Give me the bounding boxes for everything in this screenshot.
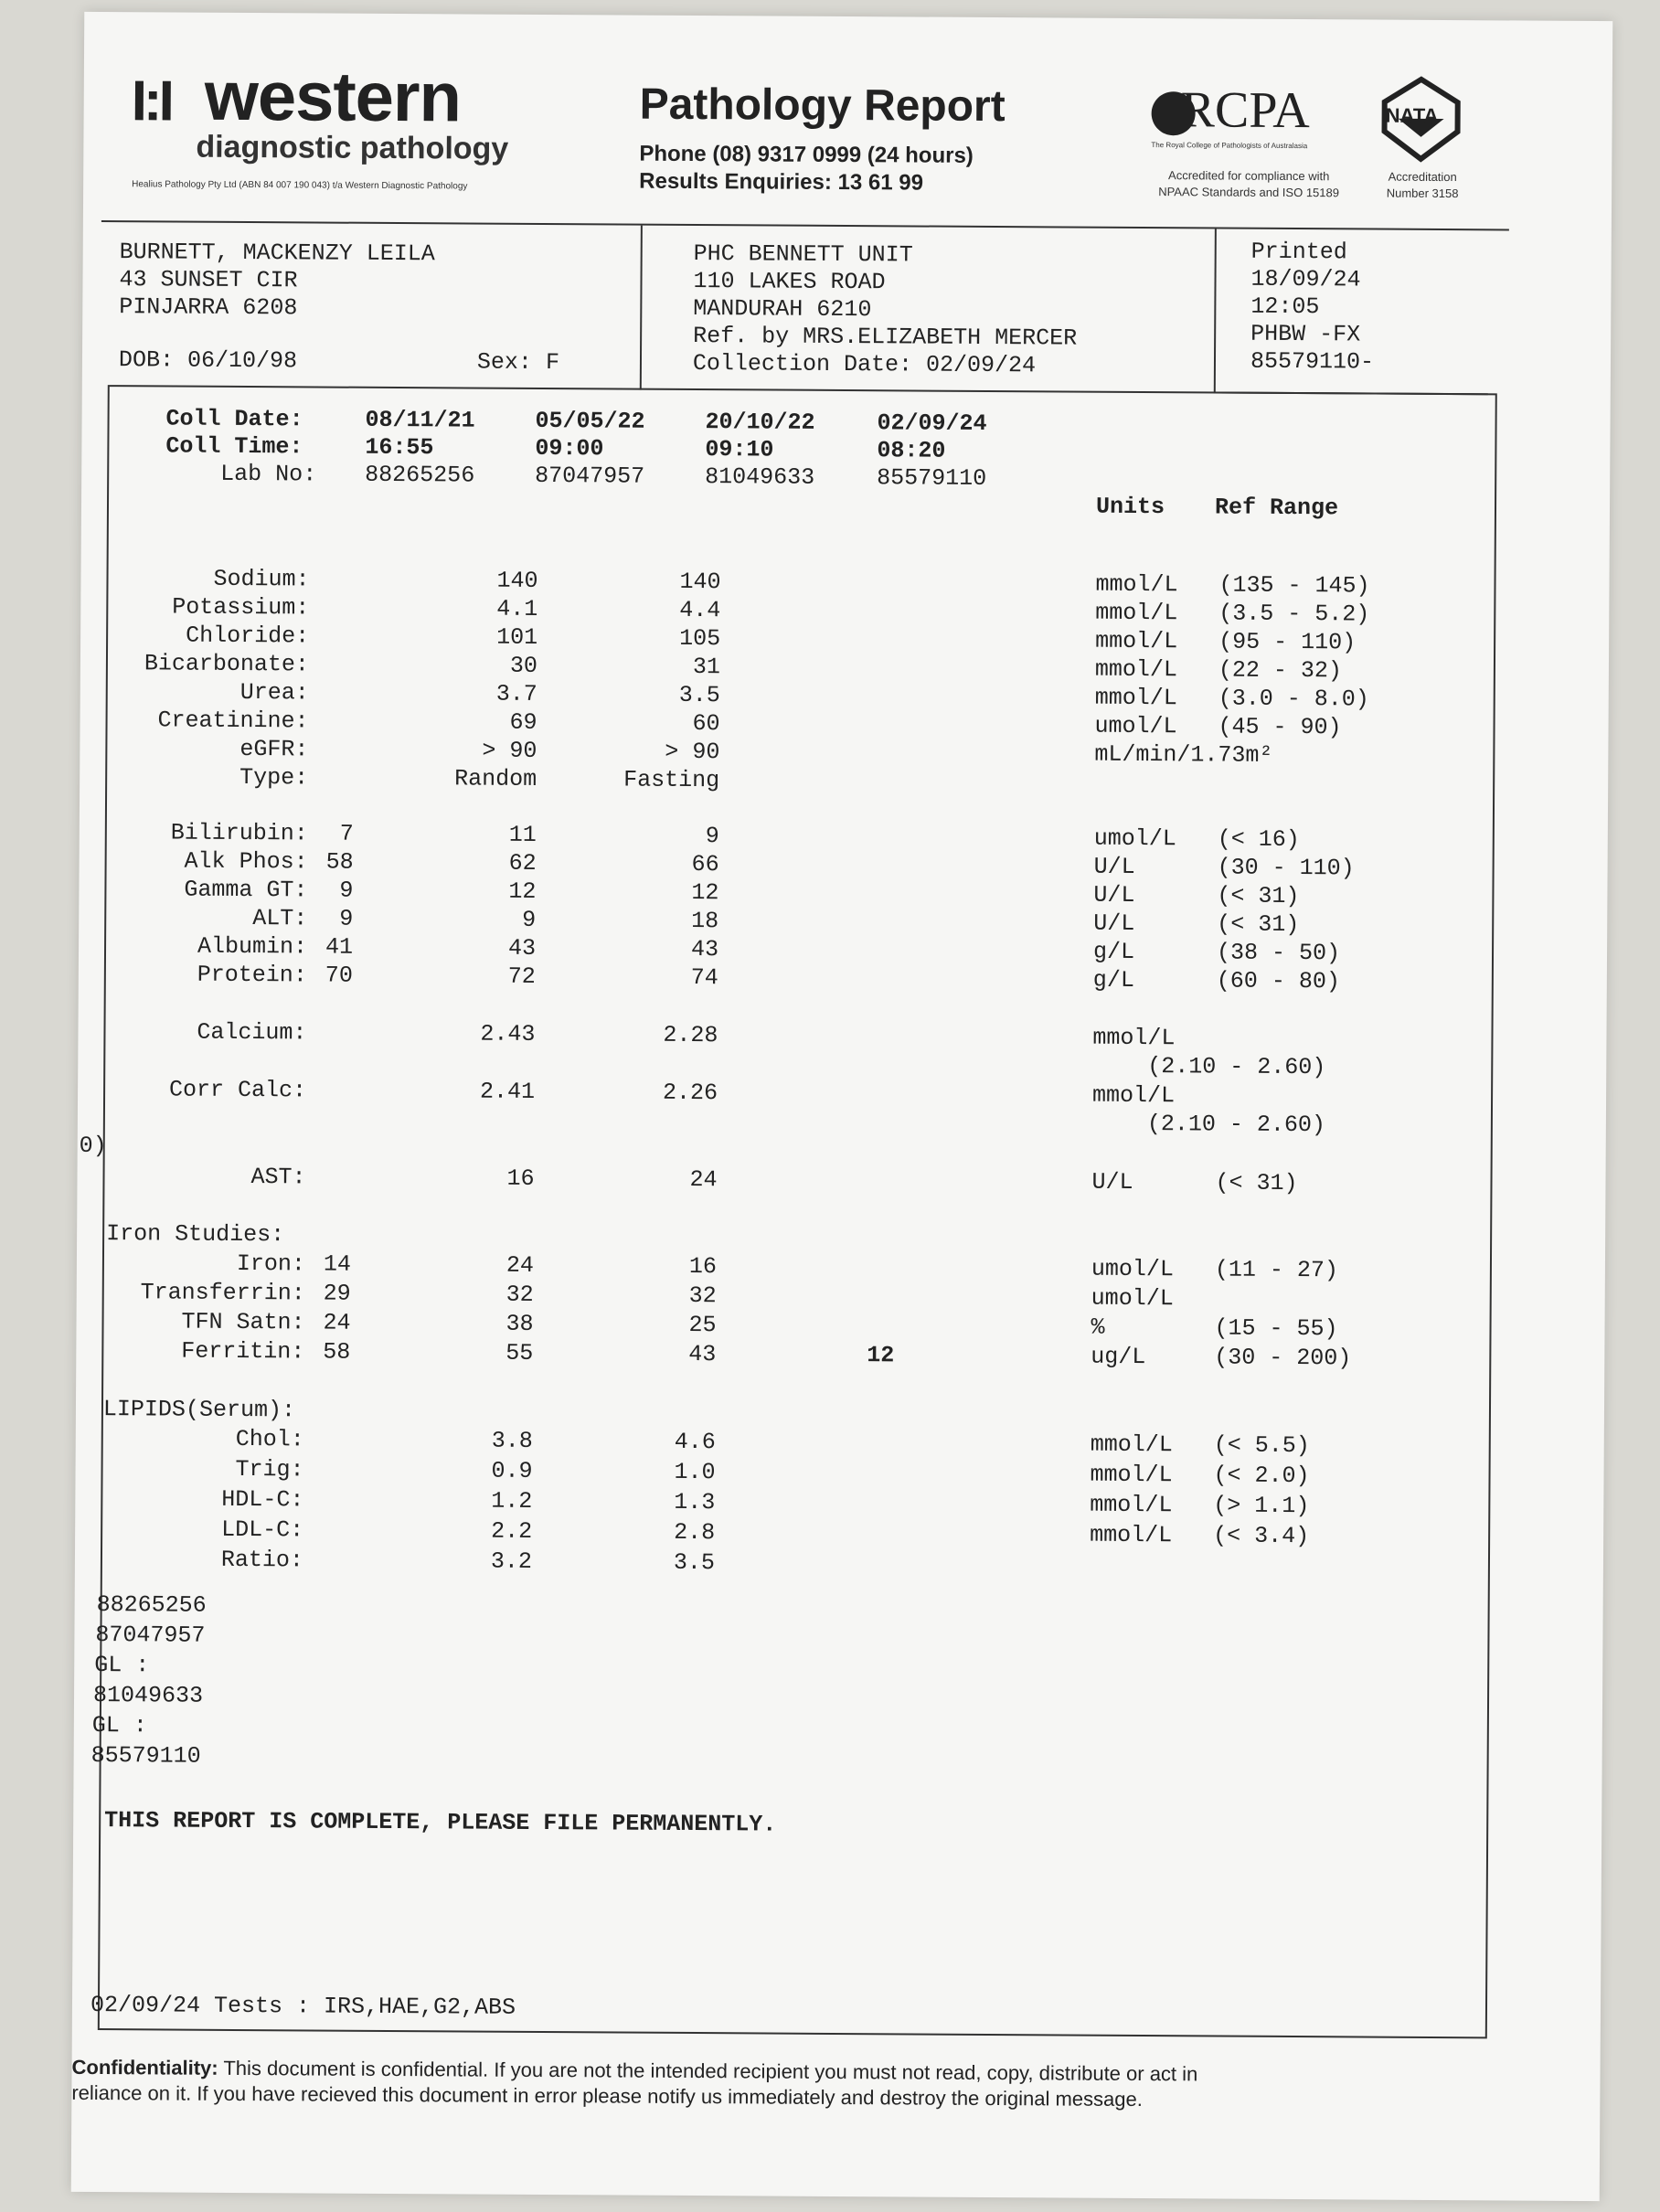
report-complete-notice: THIS REPORT IS COMPLETE, PLEASE FILE PERMANENTLY.: [104, 1807, 777, 1838]
row-value: 0.9: [491, 1457, 533, 1484]
row-unit: mmol/L: [1091, 1081, 1176, 1110]
rcpa-accreditation-2: NPAAC Standards and ISO 15189: [1158, 185, 1340, 200]
row-label: Calcium:: [197, 1018, 307, 1047]
row-label: Chloride:: [186, 622, 310, 650]
coll-date-1: 08/11/21: [365, 406, 475, 434]
row-value: 25: [688, 1311, 717, 1339]
row-value: 12: [691, 878, 719, 907]
row-ref-range: (22 - 32): [1218, 656, 1343, 685]
printed-date: 18/09/24: [1250, 265, 1361, 293]
row-ref-range: (> 1.1): [1213, 1492, 1310, 1520]
corr-calc-ref: (2.10 - 2.60): [1146, 1111, 1326, 1139]
results-enquiries: Results Enquiries: 13 61 99: [639, 168, 924, 196]
row-value: Fasting: [623, 766, 720, 794]
header-top-rule: [101, 220, 1509, 230]
row-label: Potassium:: [172, 593, 310, 622]
row-value: 32: [688, 1281, 717, 1310]
row-value: Random: [454, 765, 537, 792]
row-ref-range: (38 - 50): [1216, 939, 1341, 967]
row-unit: umol/L: [1093, 824, 1176, 853]
row-ref-range: (< 2.0): [1213, 1462, 1310, 1490]
row-value: 11: [508, 821, 537, 848]
tests-line: 02/09/24 Tests : IRS,HAE,G2,ABS: [90, 1991, 516, 2021]
row-value: 72: [507, 962, 536, 990]
ref-range-header: Ref Range: [1214, 494, 1339, 522]
phone-number: Phone (08) 9317 0999 (24 hours): [639, 141, 974, 168]
row-unit: %: [1091, 1313, 1105, 1341]
row-value: 58: [323, 1338, 351, 1366]
row-value: > 90: [665, 738, 720, 766]
report-paper: [71, 12, 1613, 2201]
row-unit: U/L: [1093, 881, 1135, 909]
row-unit: mmol/L: [1090, 1430, 1173, 1459]
row-value: 1.3: [674, 1488, 716, 1516]
row-label: Corr Calc:: [168, 1076, 307, 1104]
row-label: Protein:: [197, 961, 307, 989]
row-value: 69: [509, 708, 537, 736]
row-value: 2.41: [479, 1078, 536, 1105]
printed-labno: 85579110-: [1250, 347, 1375, 376]
row-unit: umol/L: [1091, 1284, 1174, 1313]
row-ref-range: (< 31): [1215, 1169, 1298, 1197]
row-ref-range: (< 5.5): [1213, 1431, 1310, 1460]
row-label: HDL-C:: [221, 1485, 304, 1514]
row-ref-range: (3.0 - 8.0): [1218, 685, 1369, 713]
logo-bars-icon: I:I: [131, 69, 172, 133]
coll-time-1: 16:55: [365, 433, 434, 462]
row-ref-range: (135 - 145): [1218, 571, 1370, 600]
row-value: 2.8: [674, 1518, 716, 1547]
row-value: 2.26: [662, 1079, 718, 1107]
row-unit: U/L: [1093, 909, 1135, 937]
row-value: 58: [325, 848, 354, 876]
footer-lab-item: 81049633: [92, 1682, 204, 1709]
row-value: 3.7: [495, 680, 537, 707]
row-value: 43: [690, 935, 719, 963]
row-unit: U/L: [1093, 853, 1135, 880]
coll-time-4: 08:20: [877, 437, 946, 464]
row-label: eGFR:: [239, 735, 309, 763]
coll-date-2: 05/05/22: [535, 407, 645, 435]
footer-lab-item: 85579110: [90, 1741, 201, 1770]
confidentiality-text-1: This document is confidential. If you are not the intended recipient you must not read, copy, distribute or act in: [218, 2056, 1198, 2086]
row-value: 16: [506, 1164, 535, 1192]
row-value: 4.6: [674, 1428, 716, 1456]
logo-text: western: [204, 57, 462, 137]
row-ref-range: (< 16): [1217, 825, 1300, 854]
row-label: Bilirubin:: [170, 819, 308, 847]
footer-lab-item: 87047957: [95, 1622, 206, 1649]
row-label: Alk Phos:: [184, 847, 308, 876]
row-value: 62: [508, 849, 537, 877]
row-ref-range: (15 - 55): [1214, 1314, 1338, 1343]
row-value: 4.4: [679, 596, 721, 624]
row-unit: mmol/L: [1095, 599, 1178, 627]
row-ref-range: (< 31): [1217, 910, 1300, 939]
header-divider-2: [1214, 229, 1217, 393]
coll-date-label: Coll Date:: [165, 405, 303, 433]
row-label: Gamma GT:: [184, 876, 308, 904]
row-unit: mmol/L: [1092, 1024, 1176, 1052]
row-label: Ferritin:: [181, 1337, 305, 1366]
row-value: 140: [679, 568, 721, 596]
company-line: Healius Pathology Pty Ltd (ABN 84 007 190 043) t/a Western Diagnostic Pathology: [132, 179, 468, 192]
row-value: 2.43: [480, 1020, 536, 1048]
row-value: 12: [867, 1342, 895, 1369]
row-unit: mmol/L: [1095, 570, 1178, 599]
patient-sex: Sex: F: [476, 348, 560, 377]
row-ref-range: (< 31): [1217, 882, 1300, 910]
row-value: 101: [496, 623, 538, 651]
row-label: TFN Satn:: [181, 1308, 305, 1336]
nata-accreditation-2: Number 3158: [1386, 186, 1459, 201]
row-value: 24: [689, 1165, 718, 1194]
row-unit: mmol/L: [1095, 627, 1178, 655]
row-unit: mmol/L: [1090, 1521, 1173, 1549]
printed-time: 12:05: [1250, 292, 1320, 321]
row-unit: ug/L: [1091, 1343, 1146, 1371]
row-unit: g/L: [1092, 938, 1135, 965]
row-label: Urea:: [239, 678, 309, 707]
logo-subtitle: diagnostic pathology: [196, 129, 509, 166]
coll-time-3: 09:10: [705, 436, 774, 463]
lab-no-3: 81049633: [705, 463, 815, 491]
coll-time-2: 09:00: [535, 434, 604, 463]
row-label: LDL-C:: [221, 1515, 304, 1544]
row-ref-range: (30 - 200): [1214, 1344, 1352, 1372]
row-value: 74: [690, 963, 718, 992]
row-value: 24: [505, 1251, 535, 1279]
footer-lab-item: GL :: [91, 1712, 147, 1739]
row-label: Albumin:: [197, 932, 308, 961]
units-header: Units: [1095, 493, 1165, 521]
coll-time-label: Coll Time:: [165, 432, 303, 461]
row-label: Creatinine:: [157, 707, 309, 735]
row-value: 55: [505, 1339, 534, 1367]
row-label: Chol:: [235, 1425, 304, 1453]
row-value: 43: [507, 934, 537, 962]
referrer-line-2: 110 LAKES ROAD: [693, 267, 886, 296]
row-ref-range: (11 - 27): [1214, 1256, 1339, 1284]
row-unit: mmol/L: [1094, 684, 1177, 712]
row-ref-range: (3.5 - 5.2): [1218, 600, 1370, 628]
row-value: 4.1: [496, 595, 538, 622]
row-value: 3.8: [491, 1427, 533, 1454]
nata-logo-text: NATA: [1385, 103, 1439, 127]
row-value: 1.0: [674, 1458, 716, 1486]
printed-code: PHBW -FX: [1250, 320, 1361, 348]
coll-date-4: 02/09/24: [877, 409, 987, 437]
row-unit: umol/L: [1091, 1255, 1175, 1283]
nata-accreditation-1: Accreditation: [1388, 169, 1457, 185]
lab-no-1: 88265256: [365, 461, 475, 489]
header-divider-1: [640, 226, 643, 390]
row-value: 30: [509, 652, 538, 679]
referrer-line-1: PHC BENNETT UNIT: [693, 239, 913, 269]
row-value: 60: [692, 709, 720, 738]
row-value: 14: [323, 1250, 352, 1278]
row-value: 12: [508, 877, 537, 905]
footer-lab-item: 88265256: [96, 1591, 207, 1619]
row-ref-range: (< 3.4): [1213, 1522, 1310, 1550]
row-value: 43: [688, 1340, 717, 1368]
row-value: 16: [688, 1252, 718, 1281]
row-value: 9: [705, 823, 719, 850]
row-value: 32: [505, 1281, 534, 1308]
confidentiality-line-2: reliance on it. If you have recieved this document in error please notify us immediately and destroy the original message.: [71, 2080, 1143, 2111]
row-value: 9: [522, 906, 537, 933]
row-value: 9: [339, 877, 354, 904]
row-label: AST:: [250, 1164, 306, 1191]
row-value: 29: [323, 1280, 351, 1307]
patient-name: BURNETT, MACKENZY LEILA: [119, 239, 435, 268]
row-value: 3.5: [673, 1548, 716, 1577]
row-value: 2.2: [491, 1517, 533, 1545]
row-value: 41: [325, 933, 354, 961]
patient-address-2: PINJARRA 6208: [119, 293, 298, 322]
row-unit: mmol/L: [1090, 1491, 1173, 1519]
row-value: 3.2: [490, 1547, 533, 1575]
row-value: 3.5: [678, 681, 720, 709]
row-label: Bicarbonate:: [144, 650, 310, 678]
row-value: 18: [691, 907, 719, 935]
iron-studies-heading: Iron Studies:: [106, 1220, 285, 1249]
row-unit: mmol/L: [1094, 655, 1178, 684]
row-ref-range: (30 - 110): [1217, 854, 1355, 882]
row-unit: mL/min/1.73m²: [1094, 740, 1273, 769]
referrer-line-5: Collection Date: 02/09/24: [692, 349, 1037, 379]
coll-date-3: 20/10/22: [705, 409, 815, 436]
row-value: 38: [505, 1310, 534, 1337]
row-ref-range: (95 - 110): [1218, 628, 1357, 656]
row-label: Ratio:: [220, 1546, 304, 1574]
row-value: 2.28: [663, 1021, 718, 1049]
footer-lab-item: GL :: [94, 1652, 150, 1679]
row-ref-range: (45 - 90): [1218, 713, 1342, 741]
printed-label: Printed: [1250, 238, 1347, 266]
lab-no-2: 87047957: [535, 462, 645, 490]
row-value: 105: [679, 624, 721, 653]
row-value: > 90: [482, 737, 537, 764]
row-unit: g/L: [1092, 966, 1134, 994]
rcpa-accreditation-1: Accredited for compliance with: [1168, 168, 1330, 184]
row-value: 70: [325, 962, 353, 989]
row-label: Iron:: [236, 1250, 306, 1278]
stray-text: 0): [79, 1132, 107, 1160]
rcpa-logo-text: RCPA: [1180, 81, 1311, 140]
row-label: Trig:: [235, 1455, 304, 1484]
patient-dob: DOB: 06/10/98: [118, 346, 298, 375]
row-label: Transferrin:: [140, 1279, 305, 1307]
calcium-ref: (2.10 - 2.60): [1147, 1053, 1326, 1081]
row-value: 66: [691, 850, 719, 878]
row-value: 31: [692, 653, 721, 681]
confidentiality-label: Confidentiality:: [71, 2055, 218, 2079]
row-unit: U/L: [1091, 1168, 1133, 1196]
rcpa-subtitle: The Royal College of Pathologists of Australasia: [1151, 141, 1308, 151]
row-unit: mmol/L: [1090, 1461, 1173, 1489]
row-ref-range: (60 - 80): [1216, 967, 1340, 995]
patient-address-1: 43 SUNSET CIR: [119, 266, 298, 294]
lab-no-label: Lab No:: [220, 460, 317, 488]
page-title: Pathology Report: [639, 80, 1006, 132]
referrer-line-4: Ref. by MRS.ELIZABETH MERCER: [693, 322, 1078, 352]
row-value: 7: [339, 820, 354, 847]
row-value: 1.2: [491, 1487, 533, 1515]
row-label: Sodium:: [213, 565, 310, 593]
row-label: ALT:: [252, 905, 308, 932]
row-unit: umol/L: [1094, 712, 1177, 740]
row-value: 9: [339, 905, 354, 932]
lipids-heading: LIPIDS(Serum):: [102, 1396, 296, 1424]
row-value: 140: [496, 567, 538, 594]
row-value: 24: [323, 1309, 351, 1336]
row-label: Type:: [239, 763, 309, 792]
lab-no-4: 85579110: [877, 464, 987, 492]
referrer-line-3: MANDURAH 6210: [693, 294, 872, 324]
